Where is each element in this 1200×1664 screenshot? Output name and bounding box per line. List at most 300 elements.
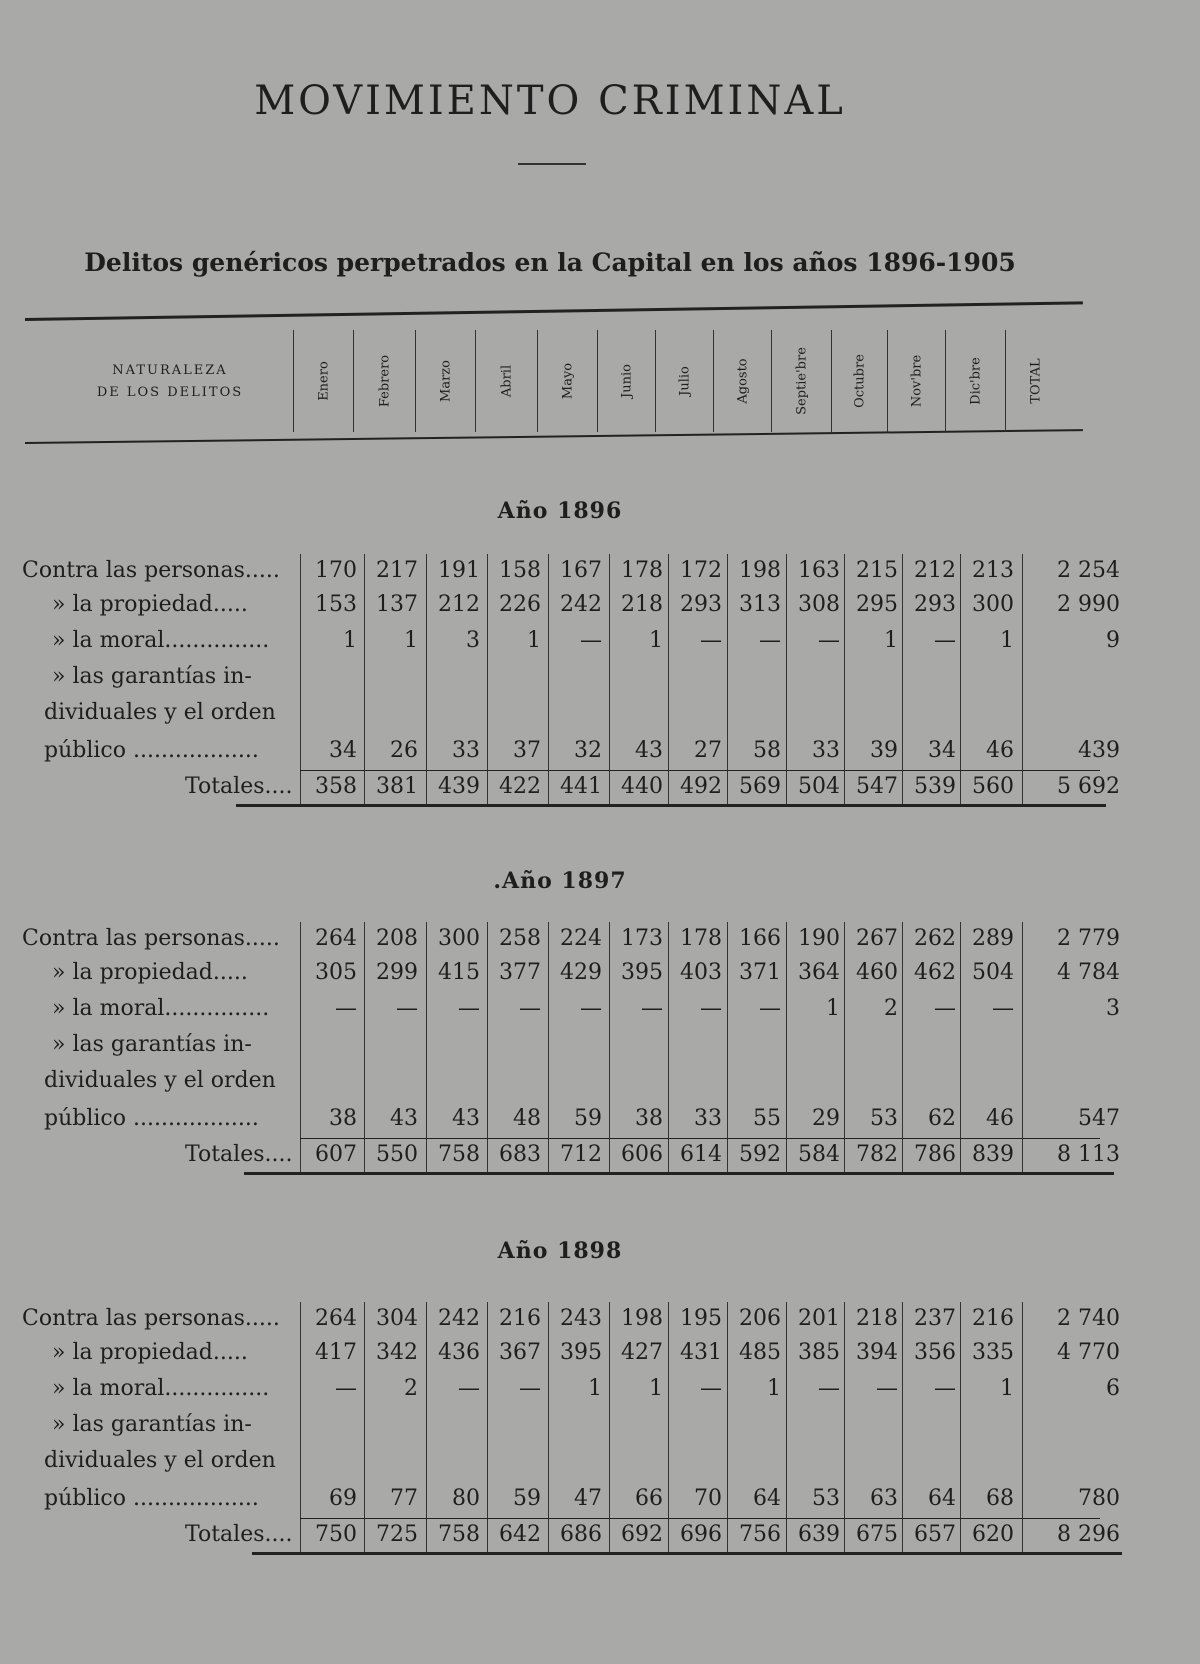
cell-garantias-month-3: 43 <box>452 1106 480 1131</box>
cell-garantias-month-6: 38 <box>635 1106 663 1131</box>
header-col-label: Mayo <box>560 362 576 400</box>
year-heading-1896: Año 1896 <box>497 498 623 524</box>
cell-garantias-month-3: 80 <box>452 1486 480 1511</box>
row-label-text: » la propiedad <box>52 960 213 985</box>
cell-moral-month-6: 1 <box>649 1376 663 1401</box>
leader-dots: ..... <box>212 592 248 617</box>
cell-garantias-month-2: 26 <box>390 738 418 763</box>
header-col-label: Abril <box>499 364 515 398</box>
cell-personas-month-12: 289 <box>972 926 1014 951</box>
leader-dots: ............... <box>164 1376 270 1401</box>
leader-dots: ............... <box>164 996 270 1021</box>
row-label-propiedad <box>52 960 248 985</box>
cell-moral-total: 6 <box>1106 1376 1120 1401</box>
cell-propiedad-month-5: 242 <box>560 592 602 617</box>
cell-garantias-month-4: 37 <box>513 738 541 763</box>
header-col-label: TOTAL <box>1028 358 1044 404</box>
row-label-garantias_3 <box>44 1486 259 1511</box>
cell-garantias-month-4: 48 <box>513 1106 541 1131</box>
cell-personas-total: 2 779 <box>1057 926 1120 951</box>
cell-moral-month-2: — <box>396 996 418 1021</box>
cell-personas-month-1: 264 <box>315 1306 357 1331</box>
cell-propiedad-month-1: 417 <box>315 1340 357 1365</box>
cell-propiedad-total: 4 784 <box>1057 960 1120 985</box>
cell-totales-month-5: 712 <box>560 1142 602 1167</box>
cell-moral-month-4: — <box>519 1376 541 1401</box>
column-separator <box>1022 554 1023 804</box>
cell-totales-month-10: 782 <box>856 1142 898 1167</box>
cell-totales-month-12: 560 <box>972 774 1014 799</box>
cell-garantias-month-9: 53 <box>812 1486 840 1511</box>
header-col-month-12 <box>945 330 1006 432</box>
cell-moral-month-7: — <box>700 996 722 1021</box>
cell-totales-month-3: 439 <box>438 774 480 799</box>
cell-moral-month-7: — <box>700 628 722 653</box>
cell-totales-month-4: 642 <box>499 1522 541 1547</box>
cell-totales-month-4: 422 <box>499 774 541 799</box>
header-col-label: Agosto <box>735 358 751 404</box>
cell-personas-month-5: 224 <box>560 926 602 951</box>
header-col-month-11 <box>887 330 946 432</box>
leader-dots: ..... <box>244 558 280 583</box>
cell-totales-month-8: 569 <box>739 774 781 799</box>
cell-personas-month-6: 198 <box>621 1306 663 1331</box>
cell-totales-month-10: 547 <box>856 774 898 799</box>
cell-propiedad-month-11: 293 <box>914 592 956 617</box>
cell-moral-month-1: — <box>335 1376 357 1401</box>
cell-personas-month-8: 166 <box>739 926 781 951</box>
column-separator <box>1022 922 1023 1172</box>
nature-label-line1: NATURALEZA <box>112 363 228 378</box>
cell-garantias-month-6: 43 <box>635 738 663 763</box>
column-separator <box>300 922 301 1172</box>
cell-garantias-month-12: 46 <box>986 738 1014 763</box>
cell-personas-month-2: 304 <box>376 1306 418 1331</box>
cell-totales-month-9: 504 <box>798 774 840 799</box>
header-col-label: Septie'bre <box>794 347 810 415</box>
cell-propiedad-month-4: 367 <box>499 1340 541 1365</box>
cell-propiedad-month-8: 371 <box>739 960 781 985</box>
cell-propiedad-month-11: 462 <box>914 960 956 985</box>
cell-propiedad-month-5: 395 <box>560 1340 602 1365</box>
row-label-personas <box>22 926 280 951</box>
header-col-label: Julio <box>677 366 693 396</box>
row-label-text: » la propiedad <box>52 592 213 617</box>
row-label-garantias_3 <box>44 1106 259 1131</box>
cell-propiedad-month-6: 427 <box>621 1340 663 1365</box>
cell-personas-month-6: 173 <box>621 926 663 951</box>
cell-totales-total: 5 692 <box>1057 774 1120 799</box>
row-label-text: público <box>44 738 126 763</box>
leader-dots: .................. <box>125 1106 259 1131</box>
page-subtitle: Delitos genéricos perpetrados en la Capital en los años 1896-1905 <box>84 248 1016 277</box>
header-col-label: Octubre <box>852 354 868 408</box>
cell-moral-month-11: — <box>934 1376 956 1401</box>
cell-garantias-month-8: 64 <box>753 1486 781 1511</box>
cell-garantias-month-5: 59 <box>574 1106 602 1131</box>
cell-propiedad-month-4: 377 <box>499 960 541 985</box>
cell-moral-month-1: 1 <box>343 628 357 653</box>
cell-garantias-month-7: 70 <box>694 1486 722 1511</box>
header-col-month-4 <box>475 330 538 432</box>
cell-moral-month-10: — <box>876 1376 898 1401</box>
cell-garantias-month-2: 77 <box>390 1486 418 1511</box>
cell-totales-month-5: 686 <box>560 1522 602 1547</box>
cell-moral-month-4: — <box>519 996 541 1021</box>
cell-totales-month-1: 607 <box>315 1142 357 1167</box>
row-label-text: dividuales y el orden <box>44 1068 276 1093</box>
cell-propiedad-month-1: 305 <box>315 960 357 985</box>
cell-moral-month-9: — <box>818 628 840 653</box>
nature-column-label <box>45 360 295 404</box>
page-title: MOVIMIENTO CRIMINAL <box>254 78 846 124</box>
totals-top-rule <box>300 1518 1100 1519</box>
cell-propiedad-month-3: 436 <box>438 1340 480 1365</box>
cell-propiedad-month-6: 218 <box>621 592 663 617</box>
cell-totales-month-5: 441 <box>560 774 602 799</box>
leader-dots: ..... <box>212 1340 248 1365</box>
cell-personas-month-4: 158 <box>499 558 541 583</box>
cell-garantias-month-8: 55 <box>753 1106 781 1131</box>
cell-propiedad-month-8: 313 <box>739 592 781 617</box>
row-label-propiedad <box>52 1340 248 1365</box>
header-col-month-6 <box>597 330 656 432</box>
cell-moral-month-3: 3 <box>466 628 480 653</box>
cell-totales-month-8: 592 <box>739 1142 781 1167</box>
cell-personas-month-7: 172 <box>680 558 722 583</box>
row-label-moral <box>52 628 269 653</box>
cell-personas-month-11: 262 <box>914 926 956 951</box>
cell-propiedad-month-8: 485 <box>739 1340 781 1365</box>
header-col-month-9 <box>771 330 832 432</box>
cell-propiedad-month-12: 335 <box>972 1340 1014 1365</box>
row-label-text: dividuales y el orden <box>44 1448 276 1473</box>
title-divider <box>518 163 586 165</box>
cell-propiedad-month-9: 308 <box>798 592 840 617</box>
cell-garantias-total: 780 <box>1078 1486 1120 1511</box>
row-label-totales <box>185 774 293 799</box>
totals-top-rule <box>300 1138 1100 1139</box>
row-label-garantias_1 <box>52 1032 252 1057</box>
cell-totales-month-2: 550 <box>376 1142 418 1167</box>
cell-totales-month-9: 639 <box>798 1522 840 1547</box>
cell-moral-month-2: 1 <box>404 628 418 653</box>
cell-garantias-month-11: 62 <box>928 1106 956 1131</box>
cell-totales-month-1: 750 <box>315 1522 357 1547</box>
cell-personas-month-5: 243 <box>560 1306 602 1331</box>
cell-propiedad-month-7: 403 <box>680 960 722 985</box>
nature-label-line2: DE LOS DELITOS <box>96 385 244 400</box>
cell-moral-month-3: — <box>458 996 480 1021</box>
cell-propiedad-total: 4 770 <box>1057 1340 1120 1365</box>
cell-personas-month-7: 178 <box>680 926 722 951</box>
cell-propiedad-month-1: 153 <box>315 592 357 617</box>
row-label-text: » la moral <box>52 996 165 1021</box>
row-label-text: » las garantías in- <box>52 1032 252 1057</box>
cell-garantias-month-1: 69 <box>329 1486 357 1511</box>
cell-personas-month-9: 190 <box>798 926 840 951</box>
header-col-label: Marzo <box>438 360 454 402</box>
cell-totales-month-6: 692 <box>621 1522 663 1547</box>
cell-propiedad-month-4: 226 <box>499 592 541 617</box>
row-label-text: Totales <box>185 1142 265 1167</box>
row-label-moral <box>52 1376 269 1401</box>
row-label-garantias_2 <box>44 1068 276 1093</box>
header-col-month-8 <box>713 330 772 432</box>
totals-bottom-rule <box>236 804 1106 807</box>
cell-totales-month-6: 606 <box>621 1142 663 1167</box>
row-label-garantias_1 <box>52 664 252 689</box>
column-separator <box>1022 1302 1023 1552</box>
row-label-text: Contra las personas <box>22 926 245 951</box>
cell-totales-month-12: 839 <box>972 1142 1014 1167</box>
cell-garantias-total: 547 <box>1078 1106 1120 1131</box>
cell-totales-total: 8 113 <box>1057 1142 1120 1167</box>
cell-moral-month-12: — <box>992 996 1014 1021</box>
totals-bottom-rule <box>244 1172 1114 1175</box>
cell-propiedad-month-5: 429 <box>560 960 602 985</box>
cell-personas-month-8: 198 <box>739 558 781 583</box>
cell-propiedad-month-9: 364 <box>798 960 840 985</box>
cell-moral-month-11: — <box>934 996 956 1021</box>
cell-garantias-month-5: 47 <box>574 1486 602 1511</box>
cell-moral-month-6: 1 <box>649 628 663 653</box>
cell-garantias-month-7: 33 <box>694 1106 722 1131</box>
cell-personas-month-7: 195 <box>680 1306 722 1331</box>
cell-garantias-month-3: 33 <box>452 738 480 763</box>
cell-personas-month-5: 167 <box>560 558 602 583</box>
cell-propiedad-month-2: 137 <box>376 592 418 617</box>
cell-propiedad-month-9: 385 <box>798 1340 840 1365</box>
cell-moral-month-8: — <box>759 628 781 653</box>
cell-personas-month-11: 237 <box>914 1306 956 1331</box>
cell-garantias-month-1: 34 <box>329 738 357 763</box>
cell-moral-total: 9 <box>1106 628 1120 653</box>
cell-moral-month-10: 1 <box>884 628 898 653</box>
cell-personas-total: 2 740 <box>1057 1306 1120 1331</box>
cell-propiedad-month-2: 299 <box>376 960 418 985</box>
cell-moral-month-6: — <box>641 996 663 1021</box>
cell-propiedad-month-12: 300 <box>972 592 1014 617</box>
row-label-text: público <box>44 1106 126 1131</box>
cell-propiedad-month-7: 431 <box>680 1340 722 1365</box>
header-col-month-3 <box>415 330 476 432</box>
leader-dots: ..... <box>212 960 248 985</box>
row-label-text: » las garantías in- <box>52 1412 252 1437</box>
cell-personas-month-3: 300 <box>438 926 480 951</box>
cell-personas-month-10: 267 <box>856 926 898 951</box>
leader-dots: .... <box>264 774 293 799</box>
cell-totales-month-11: 657 <box>914 1522 956 1547</box>
leader-dots: .... <box>264 1522 293 1547</box>
row-label-text: Contra las personas <box>22 558 245 583</box>
cell-moral-month-5: — <box>580 996 602 1021</box>
cell-moral-month-5: 1 <box>588 1376 602 1401</box>
cell-personas-month-10: 215 <box>856 558 898 583</box>
cell-totales-month-9: 584 <box>798 1142 840 1167</box>
cell-garantias-month-11: 64 <box>928 1486 956 1511</box>
row-label-totales <box>185 1142 293 1167</box>
cell-garantias-month-6: 66 <box>635 1486 663 1511</box>
cell-totales-month-10: 675 <box>856 1522 898 1547</box>
column-separator <box>300 554 301 804</box>
cell-garantias-month-10: 63 <box>870 1486 898 1511</box>
cell-propiedad-month-2: 342 <box>376 1340 418 1365</box>
header-col-month-7 <box>655 330 714 432</box>
cell-personas-month-4: 258 <box>499 926 541 951</box>
cell-personas-month-9: 201 <box>798 1306 840 1331</box>
cell-propiedad-month-3: 415 <box>438 960 480 985</box>
cell-personas-month-4: 216 <box>499 1306 541 1331</box>
row-label-garantias_1 <box>52 1412 252 1437</box>
cell-garantias-month-12: 46 <box>986 1106 1014 1131</box>
cell-moral-month-3: — <box>458 1376 480 1401</box>
leader-dots: .................. <box>125 1486 259 1511</box>
cell-garantias-month-4: 59 <box>513 1486 541 1511</box>
row-label-text: dividuales y el orden <box>44 700 276 725</box>
cell-propiedad-month-6: 395 <box>621 960 663 985</box>
cell-totales-total: 8 296 <box>1057 1522 1120 1547</box>
cell-garantias-month-10: 39 <box>870 738 898 763</box>
cell-garantias-month-5: 32 <box>574 738 602 763</box>
cell-garantias-month-8: 58 <box>753 738 781 763</box>
cell-propiedad-total: 2 990 <box>1057 592 1120 617</box>
cell-totales-month-7: 614 <box>680 1142 722 1167</box>
cell-garantias-month-11: 34 <box>928 738 956 763</box>
header-col-label: Nov'bre <box>909 354 925 408</box>
cell-garantias-month-9: 33 <box>812 738 840 763</box>
cell-moral-month-8: — <box>759 996 781 1021</box>
leader-dots: .................. <box>125 738 259 763</box>
cell-totales-month-8: 756 <box>739 1522 781 1547</box>
cell-moral-month-9: — <box>818 1376 840 1401</box>
row-label-garantias_2 <box>44 1448 276 1473</box>
cell-personas-month-2: 208 <box>376 926 418 951</box>
cell-moral-month-8: 1 <box>767 1376 781 1401</box>
cell-personas-month-2: 217 <box>376 558 418 583</box>
row-label-text: Totales <box>185 774 265 799</box>
header-col-month-2 <box>353 330 416 432</box>
row-label-text: » la propiedad <box>52 1340 213 1365</box>
cell-moral-month-10: 2 <box>884 996 898 1021</box>
leader-dots: ..... <box>244 1306 280 1331</box>
header-col-label: Junio <box>619 364 635 398</box>
header-col-label: Enero <box>316 361 332 401</box>
row-label-propiedad <box>52 592 248 617</box>
cell-moral-month-4: 1 <box>527 628 541 653</box>
header-top-rule <box>25 301 1083 321</box>
cell-personas-month-9: 163 <box>798 558 840 583</box>
row-label-text: Totales <box>185 1522 265 1547</box>
cell-garantias-month-10: 53 <box>870 1106 898 1131</box>
row-label-personas <box>22 1306 280 1331</box>
row-label-text: » las garantías in- <box>52 664 252 689</box>
cell-personas-month-11: 212 <box>914 558 956 583</box>
cell-moral-month-12: 1 <box>1000 1376 1014 1401</box>
cell-moral-total: 3 <box>1106 996 1120 1021</box>
cell-propiedad-month-12: 504 <box>972 960 1014 985</box>
cell-personas-month-12: 213 <box>972 558 1014 583</box>
cell-garantias-month-2: 43 <box>390 1106 418 1131</box>
cell-propiedad-month-3: 212 <box>438 592 480 617</box>
cell-propiedad-month-10: 295 <box>856 592 898 617</box>
row-label-moral <box>52 996 269 1021</box>
cell-moral-month-11: — <box>934 628 956 653</box>
cell-totales-month-7: 696 <box>680 1522 722 1547</box>
header-col-total <box>1005 330 1066 432</box>
year-heading-1897: .Año 1897 <box>493 868 627 894</box>
cell-totales-month-4: 683 <box>499 1142 541 1167</box>
cell-totales-month-2: 381 <box>376 774 418 799</box>
cell-garantias-month-1: 38 <box>329 1106 357 1131</box>
cell-totales-month-3: 758 <box>438 1522 480 1547</box>
cell-personas-month-12: 216 <box>972 1306 1014 1331</box>
cell-personas-month-8: 206 <box>739 1306 781 1331</box>
cell-totales-month-3: 758 <box>438 1142 480 1167</box>
cell-totales-month-11: 786 <box>914 1142 956 1167</box>
cell-personas-month-1: 264 <box>315 926 357 951</box>
cell-moral-month-1: — <box>335 996 357 1021</box>
totals-bottom-rule <box>252 1552 1122 1555</box>
header-col-month-5 <box>537 330 598 432</box>
cell-moral-month-12: 1 <box>1000 628 1014 653</box>
leader-dots: .... <box>264 1142 293 1167</box>
cell-moral-month-2: 2 <box>404 1376 418 1401</box>
row-label-garantias_2 <box>44 700 276 725</box>
cell-totales-month-11: 539 <box>914 774 956 799</box>
cell-totales-month-12: 620 <box>972 1522 1014 1547</box>
cell-garantias-month-12: 68 <box>986 1486 1014 1511</box>
column-separator <box>300 1302 301 1552</box>
row-label-garantias_3 <box>44 738 259 763</box>
cell-propiedad-month-11: 356 <box>914 1340 956 1365</box>
cell-garantias-month-7: 27 <box>694 738 722 763</box>
leader-dots: ............... <box>164 628 270 653</box>
header-col-label: Dic'bre <box>968 357 984 405</box>
row-label-text: Contra las personas <box>22 1306 245 1331</box>
cell-personas-month-6: 178 <box>621 558 663 583</box>
cell-totales-month-2: 725 <box>376 1522 418 1547</box>
totals-top-rule <box>300 770 1100 771</box>
cell-personas-total: 2 254 <box>1057 558 1120 583</box>
row-label-totales <box>185 1522 293 1547</box>
cell-totales-month-6: 440 <box>621 774 663 799</box>
header-col-month-1 <box>293 330 354 432</box>
cell-moral-month-5: — <box>580 628 602 653</box>
cell-personas-month-10: 218 <box>856 1306 898 1331</box>
cell-totales-month-1: 358 <box>315 774 357 799</box>
leader-dots: ..... <box>244 926 280 951</box>
header-col-month-10 <box>831 330 888 432</box>
cell-propiedad-month-10: 460 <box>856 960 898 985</box>
cell-personas-month-3: 191 <box>438 558 480 583</box>
row-label-text: público <box>44 1486 126 1511</box>
row-label-personas <box>22 558 280 583</box>
cell-moral-month-7: — <box>700 1376 722 1401</box>
year-heading-1898: Año 1898 <box>497 1238 623 1264</box>
cell-personas-month-3: 242 <box>438 1306 480 1331</box>
table-header <box>25 318 1083 446</box>
cell-personas-month-1: 170 <box>315 558 357 583</box>
row-label-text: » la moral <box>52 628 165 653</box>
header-col-label: Febrero <box>377 354 393 408</box>
cell-moral-month-9: 1 <box>826 996 840 1021</box>
cell-totales-month-7: 492 <box>680 774 722 799</box>
row-label-text: » la moral <box>52 1376 165 1401</box>
cell-propiedad-month-10: 394 <box>856 1340 898 1365</box>
cell-garantias-total: 439 <box>1078 738 1120 763</box>
cell-propiedad-month-7: 293 <box>680 592 722 617</box>
